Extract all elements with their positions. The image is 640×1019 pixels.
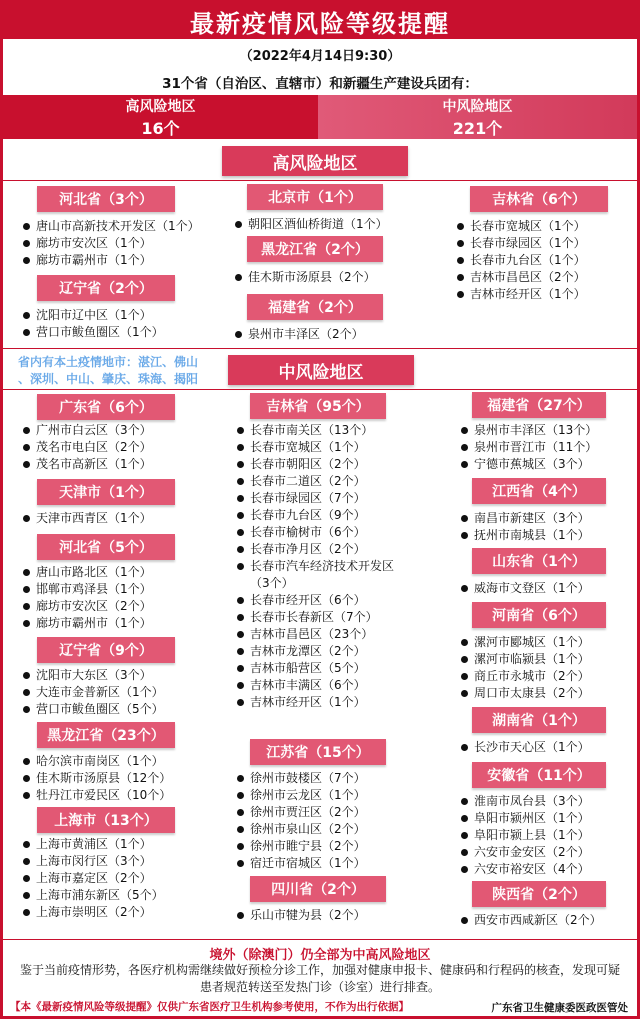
list-item: 商丘市永城市（2个） bbox=[460, 668, 590, 685]
list-item: 吉林市经开区（1个） bbox=[236, 694, 406, 711]
mid-anhui-list bbox=[460, 793, 590, 878]
list-item: 长春市长春新区（7个） bbox=[236, 609, 406, 626]
list-item: 长春市朝阳区（2个） bbox=[236, 456, 406, 473]
list-item: 广州市白云区（3个） bbox=[22, 422, 152, 439]
mid-liaoning-header: 辽宁省（9个） bbox=[37, 637, 175, 663]
high-risk-section-title: 高风险地区 bbox=[222, 146, 408, 176]
list-item: 吉林市龙潭区（2个） bbox=[236, 643, 406, 660]
list-item: 沈阳市辽中区（1个） bbox=[22, 307, 164, 324]
list-item: 阜阳市颍州区（1个） bbox=[460, 810, 590, 827]
high-risk-summary bbox=[3, 95, 318, 139]
section-divider bbox=[3, 180, 637, 181]
mid-henan-header: 河南省（6个） bbox=[472, 602, 606, 628]
mid-shandong-header: 山东省（1个） bbox=[472, 548, 606, 574]
list-item: 漯河市临颍县（1个） bbox=[460, 651, 590, 668]
mid-hebei-list bbox=[22, 564, 152, 632]
mid-shandong-list bbox=[460, 580, 590, 597]
mid-jiangsu-header: 江苏省（15个） bbox=[250, 739, 386, 765]
list-item: 徐州市睢宁县（2个） bbox=[236, 838, 366, 855]
high-jilin-header: 吉林省（6个） bbox=[470, 186, 608, 212]
high-hebei-list bbox=[22, 218, 200, 269]
list-item: 徐州市鼓楼区（7个） bbox=[236, 770, 366, 787]
mid-jilin-list bbox=[236, 422, 406, 711]
list-item: 唐山市路北区（1个） bbox=[22, 564, 152, 581]
mid-jilin-header: 吉林省（95个） bbox=[250, 393, 386, 419]
high-fujian-list bbox=[234, 326, 364, 343]
list-item: 廊坊市霸州市（1个） bbox=[22, 252, 200, 269]
high-beijing-header: 北京市（1个） bbox=[247, 184, 383, 210]
mid-risk-summary bbox=[318, 95, 637, 139]
list-item: 六安市裕安区（4个） bbox=[460, 861, 590, 878]
list-item: 廊坊市安次区（2个） bbox=[22, 598, 152, 615]
list-item: 徐州市泉山区（2个） bbox=[236, 821, 366, 838]
mid-risk-section-title: 中风险地区 bbox=[228, 355, 414, 385]
list-item: 吉林市丰满区（6个） bbox=[236, 677, 406, 694]
mid-henan-list bbox=[460, 634, 590, 702]
mid-hunan-list bbox=[460, 739, 590, 756]
disclaimer: 【本《最新疫情风险等级提醒》仅供广东省医疗卫生机构参考使用，不作为出行依据】 bbox=[10, 1001, 409, 1013]
section-divider bbox=[3, 939, 637, 940]
list-item: 抚州市南城县（1个） bbox=[460, 527, 590, 544]
list-item: 大连市金普新区（1个） bbox=[22, 684, 164, 701]
mid-shaanxi-list bbox=[460, 912, 602, 929]
section-divider bbox=[3, 389, 637, 390]
list-item: 长春市南关区（13个） bbox=[236, 422, 406, 439]
list-item: 长春市榆树市（6个） bbox=[236, 524, 406, 541]
high-heilongjiang-list bbox=[234, 269, 376, 286]
high-beijing-list bbox=[234, 216, 388, 233]
list-item: 长春市汽车经济技术开发区（3个） bbox=[236, 558, 406, 592]
list-item: 长沙市天心区（1个） bbox=[460, 739, 590, 756]
high-heilongjiang-header: 黑龙江省（2个） bbox=[247, 236, 383, 262]
mid-heilongjiang-header: 黑龙江省（23个） bbox=[37, 722, 175, 748]
list-item: 沈阳市大东区（3个） bbox=[22, 667, 164, 684]
mid-shaanxi-header: 陕西省（2个） bbox=[472, 881, 606, 907]
mid-jiangxi-list bbox=[460, 510, 590, 544]
mid-fujian-header: 福建省（27个） bbox=[472, 392, 606, 418]
list-item: 宁德市蕉城区（3个） bbox=[460, 456, 597, 473]
list-item: 西安市西咸新区（2个） bbox=[460, 912, 602, 929]
list-item: 哈尔滨市南岗区（1个） bbox=[22, 753, 171, 770]
mid-hebei-header: 河北省（5个） bbox=[37, 534, 175, 560]
list-item: 长春市九台区（9个） bbox=[236, 507, 406, 524]
list-item: 朝阳区酒仙桥街道（1个） bbox=[234, 216, 388, 233]
advice-text: 鉴于当前疫情形势，各医疗机构需继续做好预检分诊工作，加强对健康申报卡、健康码和行程码的核查，发现可疑患者规范转送至发热门诊（诊室）进行排查。 bbox=[20, 963, 621, 994]
list-item: 周口市太康县（2个） bbox=[460, 685, 590, 702]
mid-jiangxi-header: 江西省（4个） bbox=[472, 478, 606, 504]
list-item: 吉林市经开区（1个） bbox=[456, 286, 586, 303]
list-item: 宿迁市宿城区（1个） bbox=[236, 855, 366, 872]
mid-tianjin-header: 天津市（1个） bbox=[37, 479, 175, 505]
list-item: 廊坊市霸州市（1个） bbox=[22, 615, 152, 632]
list-item: 佳木斯市汤原县（12个） bbox=[22, 770, 171, 787]
list-item: 廊坊市安次区（1个） bbox=[22, 235, 200, 252]
list-item: 徐州市贾汪区（2个） bbox=[236, 804, 366, 821]
list-item: 长春市经开区（6个） bbox=[236, 592, 406, 609]
mid-anhui-header: 安徽省（11个） bbox=[472, 762, 606, 788]
list-item: 茂名市电白区（2个） bbox=[22, 439, 152, 456]
high-risk-count: 16个 bbox=[141, 118, 180, 138]
list-item: 吉林市昌邑区（23个） bbox=[236, 626, 406, 643]
list-item: 吉林市昌邑区（2个） bbox=[456, 269, 586, 286]
mid-hunan-header: 湖南省（1个） bbox=[472, 707, 606, 733]
mid-risk-label: 中风险地区 bbox=[442, 98, 513, 115]
mid-guangdong-header: 广东省（6个） bbox=[37, 394, 175, 420]
mid-guangdong-list bbox=[22, 422, 152, 473]
local-outbreak-note-line1: 省内有本土疫情地市：湛江、佛山 bbox=[18, 355, 199, 369]
mid-heilongjiang-list bbox=[22, 753, 171, 804]
mid-fujian-list bbox=[460, 422, 597, 473]
list-item: 长春市宽城区（1个） bbox=[236, 439, 406, 456]
mid-sichuan-header: 四川省（2个） bbox=[250, 876, 386, 902]
list-item: 营口市鲅鱼圈区（1个） bbox=[22, 324, 164, 341]
mid-liaoning-list bbox=[22, 667, 164, 718]
title-banner bbox=[3, 3, 637, 39]
list-item: 徐州市云龙区（1个） bbox=[236, 787, 366, 804]
list-item: 上海市嘉定区（2个） bbox=[22, 870, 164, 887]
list-item: 南昌市新建区（3个） bbox=[460, 510, 590, 527]
list-item: 上海市黄浦区（1个） bbox=[22, 836, 164, 853]
issuer: 广东省卫生健康委医政医管处 bbox=[491, 1002, 628, 1014]
list-item: 茂名市高新区（1个） bbox=[22, 456, 152, 473]
list-item: 六安市金安区（2个） bbox=[460, 844, 590, 861]
list-item: 长春市绿园区（7个） bbox=[236, 490, 406, 507]
mid-shanghai-header: 上海市（13个） bbox=[37, 807, 175, 833]
list-item: 威海市文登区（1个） bbox=[460, 580, 590, 597]
mid-tianjin-list bbox=[22, 510, 152, 527]
high-jilin-list bbox=[456, 218, 586, 303]
section-divider bbox=[3, 348, 637, 349]
list-item: 天津市西青区（1个） bbox=[22, 510, 152, 527]
list-item: 佳木斯市汤原县（2个） bbox=[234, 269, 376, 286]
list-item: 营口市鲅鱼圈区（5个） bbox=[22, 701, 164, 718]
high-fujian-header: 福建省（2个） bbox=[247, 294, 383, 320]
update-date: （2022年4月14日9:30） bbox=[239, 49, 401, 64]
intro-text: 31个省（自治区、直辖市）和新疆生产建设兵团有： bbox=[162, 76, 478, 92]
local-outbreak-note-line2: 、深圳、中山、肇庆、珠海、揭阳 bbox=[18, 372, 199, 386]
mid-sichuan-list bbox=[236, 907, 366, 924]
list-item: 漯河市郾城区（1个） bbox=[460, 634, 590, 651]
page-title: 最新疫情风险等级提醒 bbox=[190, 8, 450, 38]
list-item: 乐山市犍为县（2个） bbox=[236, 907, 366, 924]
overseas-risk-note: 境外（除澳门）仍全部为中高风险地区 bbox=[209, 948, 431, 963]
list-item: 牡丹江市爱民区（10个） bbox=[22, 787, 171, 804]
mid-risk-count: 221个 bbox=[452, 118, 503, 138]
list-item: 阜阳市颍上县（1个） bbox=[460, 827, 590, 844]
list-item: 唐山市高新技术开发区（1个） bbox=[22, 218, 200, 235]
high-risk-label: 高风险地区 bbox=[125, 98, 196, 115]
list-item: 长春市宽城区（1个） bbox=[456, 218, 586, 235]
list-item: 吉林市船营区（5个） bbox=[236, 660, 406, 677]
list-item: 泉州市丰泽区（2个） bbox=[234, 326, 364, 343]
list-item: 长春市净月区（2个） bbox=[236, 541, 406, 558]
mid-jiangsu-list bbox=[236, 770, 366, 872]
list-item: 邯郸市鸡泽县（1个） bbox=[22, 581, 152, 598]
list-item: 长春市九台区（1个） bbox=[456, 252, 586, 269]
mid-shanghai-list bbox=[22, 836, 164, 921]
list-item: 长春市绿园区（1个） bbox=[456, 235, 586, 252]
list-item: 淮南市凤台县（3个） bbox=[460, 793, 590, 810]
list-item: 泉州市丰泽区（13个） bbox=[460, 422, 597, 439]
high-liaoning-list bbox=[22, 307, 164, 341]
list-item: 长春市二道区（2个） bbox=[236, 473, 406, 490]
list-item: 上海市闵行区（3个） bbox=[22, 853, 164, 870]
high-liaoning-header: 辽宁省（2个） bbox=[37, 275, 175, 301]
list-item: 泉州市晋江市（11个） bbox=[460, 439, 597, 456]
high-hebei-header: 河北省（3个） bbox=[37, 186, 175, 212]
list-item: 上海市崇明区（2个） bbox=[22, 904, 164, 921]
list-item: 上海市浦东新区（5个） bbox=[22, 887, 164, 904]
